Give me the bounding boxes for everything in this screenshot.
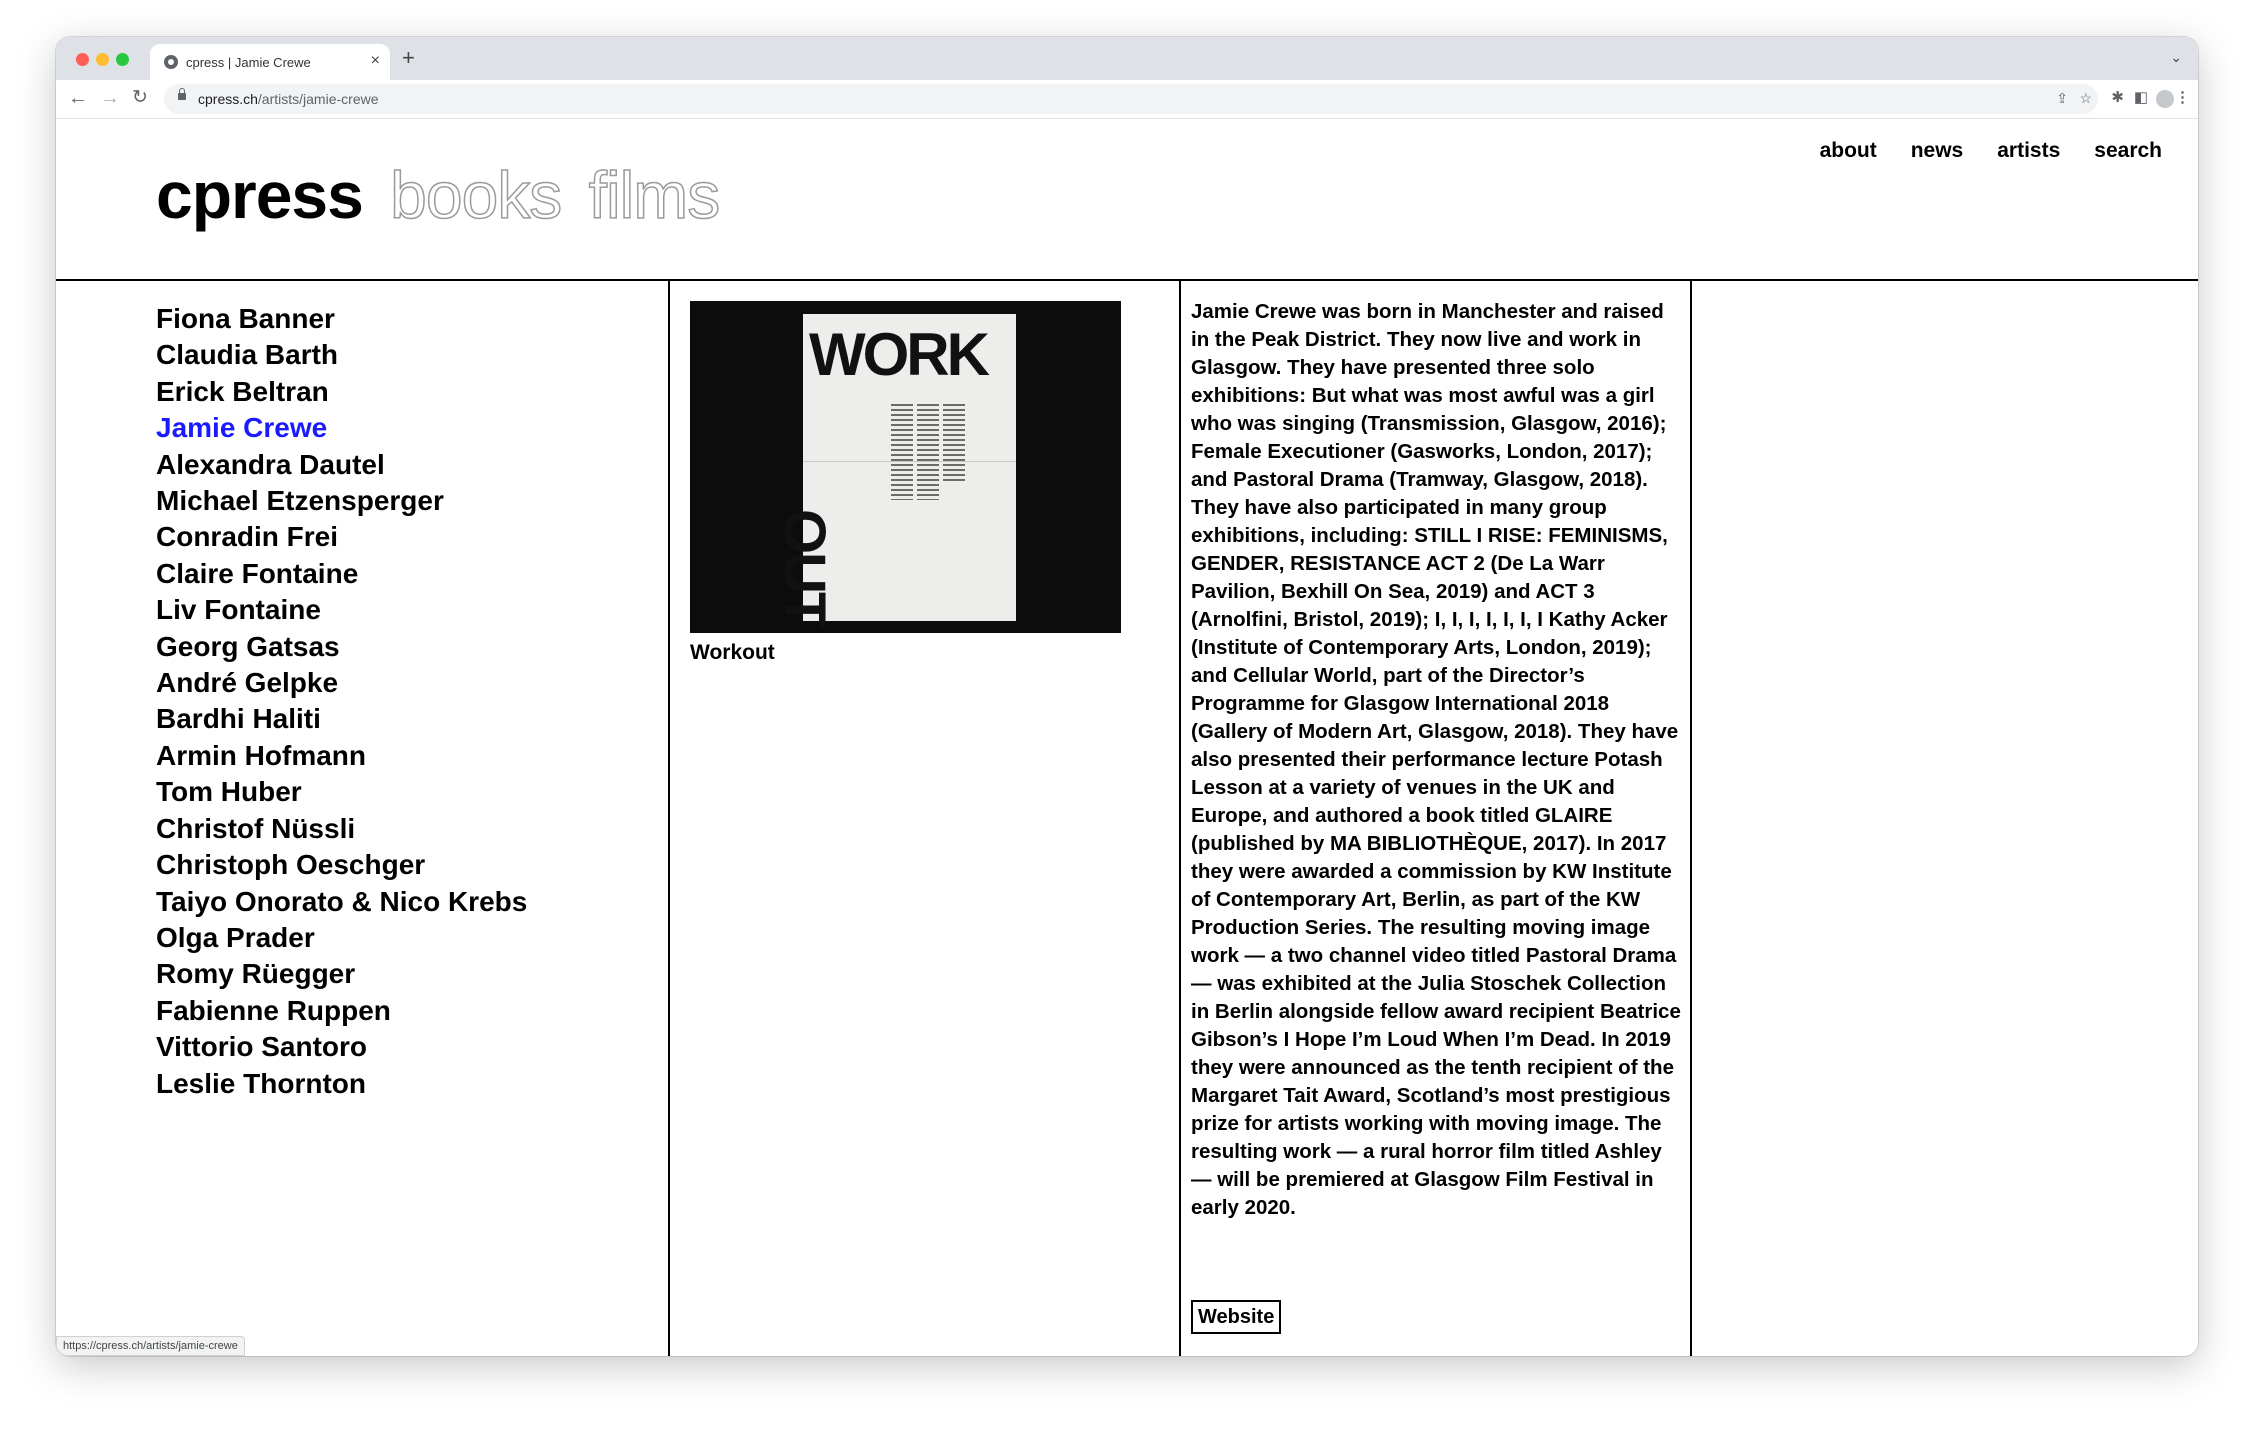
artist-link[interactable]: André Gelpke: [156, 667, 339, 699]
artist-link[interactable]: Fabienne Ruppen: [156, 994, 391, 1026]
nav-news[interactable]: news: [1910, 139, 1964, 162]
artist-link[interactable]: Claudia Barth: [156, 339, 339, 371]
poster-title-bottom: OUT: [772, 509, 837, 626]
browser-toolbar: [56, 80, 2198, 119]
empty-column: [1692, 281, 2198, 1356]
artist-bio: Jamie Crewe was born in Manchester and raised in the Peak District. They now live and work in Glasgow. They have presented three solo exhibitions: But what was most awful was a girl who was singing (Transmission, Glasgow, 2016); Female Executioner (Gasworks, London, 2017); and Pastoral Drama (Tramway, Glasgow, 2018). They have also participated in many group exhibitions, including: STILL I RISE: FEMINISMS, GENDER, RESISTANCE ACT 2 (De La Warr Pavilion, Bexhill On Sea, 2019) and ACT 3 (Arnolfini, Bristol, 2019); I, I, I, I, I, I, I Kathy Acker (Institute of Contemporary Arts, London, 2019); and Cellular World, part of the Director’s Programme for Glasgow International 2018 (Gallery of Modern Art, Glasgow, 2018). They have also presented their performance lecture Potash Lesson at a variety of venues in the UK and Europe, and authored a book titled GLAIRE (published by MA BIBLIOTHÈQUE, 2017). In 2017 they were awarded a commission by KW Institute of Contemporary Art, Berlin, as part of the KW Production Series. The resulting moving image work — a two channel video titled Pastoral Drama — was exhibited at the Julia Stoschek Collection in Berlin alongside fellow award recipient Beatrice Gibson’s I Hope I’m Loud When I’m Dead. In 2019 they were announced as the tenth recipient of the Margaret Tait Award, Scotland’s most prestigious prize for artists working with moving image. The resulting work — a rural horror film titled Ashley — will be premiered at Glasgow Film Festival in early 2020.: [1191, 300, 1681, 1219]
address-bar[interactable]: [164, 84, 2098, 114]
site-logo[interactable]: [156, 157, 719, 233]
artist-link[interactable]: Liv Fontaine: [156, 594, 321, 626]
artist-link[interactable]: Georg Gatsas: [156, 630, 340, 662]
lock-icon: [178, 93, 186, 100]
url-domain: cpress.ch: [198, 91, 258, 107]
artist-link[interactable]: Taiyo Onorato & Nico Krebs: [156, 885, 528, 917]
artist-link[interactable]: Christoph Oeschger: [156, 849, 426, 881]
artist-link-active[interactable]: Jamie Crewe: [156, 412, 328, 444]
artist-list-column: [56, 281, 670, 1356]
globe-icon: [164, 55, 178, 69]
artist-link[interactable]: Alexandra Dautel: [156, 448, 385, 480]
works-column: [670, 281, 1181, 1356]
bio-column: [1181, 281, 1692, 1356]
maximize-window-button[interactable]: [116, 53, 129, 66]
new-tab-button[interactable]: +: [402, 45, 415, 70]
artist-link[interactable]: Armin Hofmann: [156, 739, 366, 771]
tab-close-icon[interactable]: ×: [370, 52, 380, 69]
website-button[interactable]: Website: [1191, 1300, 1281, 1334]
artist-link[interactable]: Conradin Frei: [156, 521, 339, 553]
artist-list: [156, 301, 527, 1102]
artist-link[interactable]: Michael Etzensperger: [156, 485, 444, 517]
page-content: [56, 119, 2198, 1356]
share-icon[interactable]: ⇪: [2056, 90, 2068, 106]
tab-title: cpress | Jamie Crewe: [186, 55, 311, 70]
close-window-button[interactable]: [76, 53, 89, 66]
brand-cpress[interactable]: cpress: [156, 158, 363, 232]
minimize-window-button[interactable]: [96, 53, 109, 66]
nav-artists[interactable]: artists: [1997, 139, 2061, 162]
artist-link[interactable]: Fiona Banner: [156, 303, 335, 334]
artist-link[interactable]: Bardhi Haliti: [156, 703, 321, 735]
artist-link[interactable]: Erick Beltran: [156, 375, 329, 407]
poster-text-block: [891, 404, 913, 500]
work-image-workout[interactable]: [690, 301, 1121, 633]
poster-title-top: WORK: [809, 321, 987, 388]
artist-link[interactable]: Leslie Thornton: [156, 1067, 366, 1099]
url-path: /artists/jamie-crewe: [257, 91, 379, 107]
extensions-puzzle-icon[interactable]: ✱: [2111, 89, 2124, 106]
artist-link[interactable]: Vittorio Santoro: [156, 1031, 368, 1063]
poster-text-block: [943, 404, 965, 484]
work-caption[interactable]: Workout: [690, 641, 775, 664]
top-navigation: [1820, 139, 2162, 163]
artist-link[interactable]: Claire Fontaine: [156, 557, 359, 589]
poster-image: [772, 314, 1016, 626]
forward-arrow-icon[interactable]: →: [100, 87, 120, 109]
artist-link[interactable]: Christof Nüssli: [156, 812, 356, 844]
nav-search[interactable]: search: [2094, 139, 2162, 162]
poster-text-block: [917, 404, 939, 500]
site-header: [56, 119, 2198, 281]
menu-kebab-icon[interactable]: ⋮: [2175, 89, 2190, 106]
bookmark-star-icon[interactable]: ☆: [2079, 90, 2092, 106]
url-text[interactable]: [198, 91, 379, 107]
side-panel-icon[interactable]: ◧: [2133, 89, 2148, 106]
reload-icon[interactable]: ↻: [132, 87, 148, 108]
artist-link[interactable]: Tom Huber: [156, 776, 302, 808]
browser-tab[interactable]: [150, 44, 390, 80]
browser-window: [56, 37, 2198, 1356]
back-arrow-icon[interactable]: ←: [68, 87, 88, 109]
nav-about[interactable]: about: [1819, 139, 1877, 162]
tab-strip: [56, 37, 2198, 80]
brand-films-link[interactable]: films: [588, 158, 720, 232]
brand-books-link[interactable]: books: [390, 158, 562, 232]
profile-avatar-icon[interactable]: [2156, 90, 2174, 108]
tab-search-icon[interactable]: ⌄: [2170, 49, 2182, 65]
artist-link[interactable]: Olga Prader: [156, 921, 315, 953]
artist-link[interactable]: Romy Rüegger: [156, 958, 356, 990]
status-bar-url: https://cpress.ch/artists/jamie-crewe: [56, 1336, 245, 1356]
